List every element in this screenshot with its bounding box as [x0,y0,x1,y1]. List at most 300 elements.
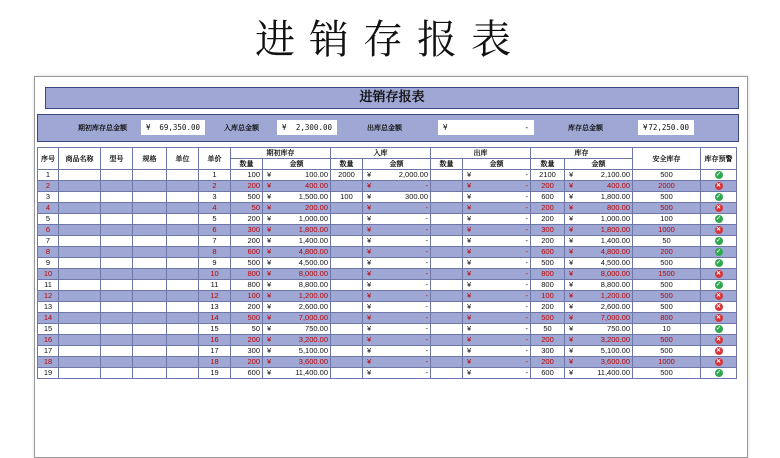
cell-warning [701,214,737,225]
cell-outbound-amount: ¥ - [463,302,531,313]
cross-circle-icon: ✕ [715,304,722,311]
cell-spec [133,170,167,181]
cell-inbound-amount: ¥ - [363,258,431,269]
cell-model [101,313,133,324]
header-inbound: 入库 [331,148,431,159]
cell-stock-amount: ¥ 2,600.00 [565,302,633,313]
cell-spec [133,335,167,346]
cell-safety-stock: 500 [633,346,701,357]
cell-stock-amount: ¥ 3,200.00 [565,335,633,346]
cell-unit [167,302,199,313]
cell-unit [167,368,199,379]
cell-model [101,203,133,214]
cell-outbound-qty [431,225,463,236]
cell-stock-amount: ¥ 1,200.00 [565,291,633,302]
cell-opening-qty: 200 [231,214,263,225]
cell-stock-qty: 300 [531,225,565,236]
cell-inbound-qty [331,313,363,324]
cell-safety-stock: 500 [633,291,701,302]
cell-name [59,192,101,203]
cell-warning [701,291,737,302]
cell-outbound-qty [431,203,463,214]
cell-spec [133,269,167,280]
table-row [38,291,737,302]
cell-outbound-qty [431,214,463,225]
cell-inbound-qty [331,258,363,269]
cell-model [101,368,133,379]
cell-stock-amount: ¥ 8,000.00 [565,269,633,280]
cell-opening-qty: 200 [231,236,263,247]
cell-opening-qty: 50 [231,203,263,214]
cell-model [101,302,133,313]
cell-inbound-amount: ¥ - [363,181,431,192]
cell-safety-stock: 500 [633,335,701,346]
cell-inbound-amount: ¥ - [363,214,431,225]
cell-stock-amount: ¥ 11,400.00 [565,368,633,379]
cross-circle-icon: ✕ [715,183,722,190]
cell-warning [701,302,737,313]
cell-opening-qty: 300 [231,346,263,357]
table-row [38,214,737,225]
header-unit: 单位 [167,148,199,170]
cell-stock-qty: 800 [531,280,565,291]
table-row [38,324,737,335]
cell-price: 13 [199,302,231,313]
cell-inbound-qty [331,324,363,335]
cell-price: 17 [199,346,231,357]
cell-seq: 8 [38,247,59,258]
cell-price: 15 [199,324,231,335]
cell-name [59,335,101,346]
cell-unit [167,181,199,192]
cell-unit [167,258,199,269]
cell-spec [133,247,167,258]
header-opening: 期初库存 [231,148,331,159]
cell-inbound-amount: ¥ - [363,313,431,324]
cross-circle-icon: ✕ [715,348,722,355]
cell-outbound-amount: ¥ - [463,203,531,214]
check-circle-icon: ✓ [715,238,722,245]
cell-opening-qty: 100 [231,291,263,302]
opening-total-field: ¥ 69,350.00 [141,120,205,135]
cell-price: 1 [199,170,231,181]
cell-unit [167,192,199,203]
cell-inbound-qty [331,247,363,258]
cell-stock-amount: ¥ 2,100.00 [565,170,633,181]
cell-seq: 12 [38,291,59,302]
cell-opening-qty: 300 [231,225,263,236]
cell-warning [701,357,737,368]
cell-inbound-amount: ¥ 300.00 [363,192,431,203]
cell-safety-stock: 500 [633,258,701,269]
cell-unit [167,324,199,335]
cell-safety-stock: 800 [633,313,701,324]
table-row [38,313,737,324]
cell-stock-qty: 800 [531,269,565,280]
cell-safety-stock: 50 [633,236,701,247]
cell-opening-amount: ¥ 400.00 [263,181,331,192]
check-circle-icon: ✓ [715,260,722,267]
cell-opening-qty: 200 [231,302,263,313]
cell-outbound-qty [431,313,463,324]
table-row [38,269,737,280]
cell-spec [133,214,167,225]
cross-circle-icon: ✕ [715,359,722,366]
cell-inbound-qty [331,357,363,368]
cell-stock-qty: 200 [531,302,565,313]
cell-stock-amount: ¥ 400.00 [565,181,633,192]
header-price: 单价 [199,148,231,170]
cell-model [101,357,133,368]
cell-inbound-amount: ¥ - [363,324,431,335]
cell-inbound-qty [331,291,363,302]
cell-stock-amount: ¥ 4,800.00 [565,247,633,258]
cell-price: 8 [199,247,231,258]
cell-warning [701,258,737,269]
cell-seq: 17 [38,346,59,357]
table-row [38,236,737,247]
cell-warning [701,203,737,214]
cell-outbound-amount: ¥ - [463,313,531,324]
cell-unit [167,203,199,214]
cell-spec [133,291,167,302]
cell-name [59,280,101,291]
cell-stock-qty: 100 [531,291,565,302]
cell-stock-amount: ¥ 1,400.00 [565,236,633,247]
cell-outbound-amount: ¥ - [463,170,531,181]
cell-inbound-amount: ¥ - [363,269,431,280]
cell-opening-amount: ¥ 200.00 [263,203,331,214]
cell-seq: 1 [38,170,59,181]
header-warning: 库存预警 [701,148,737,170]
cell-price: 14 [199,313,231,324]
cell-unit [167,357,199,368]
outbound-total-field: ¥ - [438,120,534,135]
cell-spec [133,346,167,357]
cell-inbound-qty [331,203,363,214]
cell-seq: 2 [38,181,59,192]
cell-model [101,236,133,247]
cell-safety-stock: 500 [633,280,701,291]
cell-name [59,368,101,379]
header-outbound-qty: 数量 [431,159,463,170]
cell-safety-stock: 500 [633,170,701,181]
table-row [38,346,737,357]
cell-opening-amount: ¥ 1,800.00 [263,225,331,236]
cell-price: 18 [199,357,231,368]
cell-price: 4 [199,203,231,214]
cell-opening-amount: ¥ 100.00 [263,170,331,181]
cell-name [59,203,101,214]
cell-outbound-amount: ¥ - [463,357,531,368]
cell-stock-qty: 200 [531,214,565,225]
cell-inbound-amount: ¥ - [363,280,431,291]
cell-stock-qty: 200 [531,203,565,214]
report-sheet [34,76,748,458]
cell-model [101,225,133,236]
cell-outbound-qty [431,192,463,203]
cell-inbound-amount: ¥ - [363,346,431,357]
cell-outbound-amount: ¥ - [463,269,531,280]
cell-seq: 10 [38,269,59,280]
cell-model [101,280,133,291]
cell-opening-amount: ¥ 1,000.00 [263,214,331,225]
cell-opening-amount: ¥ 7,000.00 [263,313,331,324]
cell-name [59,313,101,324]
cell-model [101,291,133,302]
cell-safety-stock: 1500 [633,269,701,280]
cell-seq: 18 [38,357,59,368]
table-row [38,258,737,269]
cell-outbound-qty [431,324,463,335]
cell-outbound-amount: ¥ - [463,247,531,258]
table-row [38,181,737,192]
cell-inbound-amount: ¥ - [363,291,431,302]
cell-unit [167,291,199,302]
cell-safety-stock: 1000 [633,357,701,368]
table-row [38,247,737,258]
cell-unit [167,236,199,247]
cell-inbound-qty [331,335,363,346]
cross-circle-icon: ✕ [715,293,722,300]
cross-circle-icon: ✕ [715,337,722,344]
cell-model [101,335,133,346]
cell-opening-amount: ¥ 5,100.00 [263,346,331,357]
outbound-total-label: 出库总金额 [367,124,402,132]
cell-inbound-amount: ¥ - [363,236,431,247]
cross-circle-icon: ✕ [715,315,722,322]
cell-model [101,258,133,269]
cell-outbound-amount: ¥ - [463,335,531,346]
cell-stock-qty: 200 [531,357,565,368]
cell-seq: 15 [38,324,59,335]
cell-name [59,302,101,313]
cell-inbound-qty [331,181,363,192]
header-safety: 安全库存 [633,148,701,170]
cell-inbound-qty: 2000 [331,170,363,181]
cell-model [101,324,133,335]
cell-stock-qty: 600 [531,192,565,203]
cell-opening-amount: ¥ 4,800.00 [263,247,331,258]
cell-outbound-amount: ¥ - [463,346,531,357]
cell-warning [701,225,737,236]
cell-name [59,225,101,236]
cell-outbound-amount: ¥ - [463,280,531,291]
header-outbound-amount: 金额 [463,159,531,170]
cell-outbound-amount: ¥ - [463,258,531,269]
cell-stock-qty: 200 [531,236,565,247]
cell-warning [701,335,737,346]
cell-spec [133,225,167,236]
cell-stock-amount: ¥ 8,800.00 [565,280,633,291]
header-opening-qty: 数量 [231,159,263,170]
cell-spec [133,302,167,313]
cell-outbound-qty [431,170,463,181]
cell-safety-stock: 500 [633,302,701,313]
cell-stock-amount: ¥ 1,000.00 [565,214,633,225]
cell-warning [701,247,737,258]
cell-inbound-amount: ¥ - [363,247,431,258]
cell-safety-stock: 100 [633,214,701,225]
cell-stock-qty: 200 [531,335,565,346]
cell-name [59,346,101,357]
cell-seq: 16 [38,335,59,346]
cell-opening-amount: ¥ 4,500.00 [263,258,331,269]
cell-stock-amount: ¥ 750.00 [565,324,633,335]
cell-inbound-amount: ¥ - [363,368,431,379]
cell-inbound-qty [331,236,363,247]
cell-inbound-amount: ¥ 2,000.00 [363,170,431,181]
header-spec: 规格 [133,148,167,170]
cell-stock-qty: 200 [531,181,565,192]
cell-opening-amount: ¥ 3,200.00 [263,335,331,346]
cell-inbound-qty [331,302,363,313]
cross-circle-icon: ✕ [715,271,722,278]
cell-stock-qty: 500 [531,258,565,269]
cell-name [59,357,101,368]
cell-outbound-qty [431,236,463,247]
cell-seq: 14 [38,313,59,324]
cell-opening-amount: ¥ 1,200.00 [263,291,331,302]
table-row [38,280,737,291]
cell-seq: 19 [38,368,59,379]
cell-price: 3 [199,192,231,203]
cell-outbound-qty [431,280,463,291]
cell-warning [701,192,737,203]
cell-spec [133,313,167,324]
cell-spec [133,280,167,291]
cross-circle-icon: ✕ [715,227,722,234]
cell-unit [167,335,199,346]
cell-warning [701,324,737,335]
cell-unit [167,269,199,280]
cell-spec [133,181,167,192]
cell-inbound-qty [331,269,363,280]
check-circle-icon: ✓ [715,370,722,377]
cell-outbound-qty [431,247,463,258]
cell-safety-stock: 500 [633,203,701,214]
cell-opening-amount: ¥ 2,600.00 [263,302,331,313]
header-stock-amount: 金额 [565,159,633,170]
cell-stock-qty: 50 [531,324,565,335]
cell-seq: 9 [38,258,59,269]
table-row [38,368,737,379]
cell-inbound-amount: ¥ - [363,335,431,346]
cell-outbound-qty [431,368,463,379]
cell-outbound-amount: ¥ - [463,324,531,335]
cell-spec [133,203,167,214]
cell-inbound-amount: ¥ - [363,225,431,236]
cell-opening-qty: 500 [231,313,263,324]
cell-safety-stock: 200 [633,247,701,258]
cell-price: 19 [199,368,231,379]
cell-name [59,324,101,335]
cell-name [59,269,101,280]
table-row [38,225,737,236]
cell-spec [133,357,167,368]
cell-price: 12 [199,291,231,302]
cell-safety-stock: 2000 [633,181,701,192]
check-circle-icon: ✓ [715,326,722,333]
cell-stock-qty: 600 [531,247,565,258]
cell-price: 5 [199,214,231,225]
cell-outbound-qty [431,335,463,346]
cell-model [101,247,133,258]
cell-unit [167,346,199,357]
cell-spec [133,192,167,203]
cell-safety-stock: 10 [633,324,701,335]
table-row [38,203,737,214]
cell-seq: 5 [38,214,59,225]
cell-outbound-amount: ¥ - [463,368,531,379]
cell-name [59,258,101,269]
cell-outbound-amount: ¥ - [463,236,531,247]
cell-opening-amount: ¥ 1,400.00 [263,236,331,247]
cell-stock-qty: 500 [531,313,565,324]
cell-outbound-amount: ¥ - [463,181,531,192]
cell-warning [701,236,737,247]
header-inbound-qty: 数量 [331,159,363,170]
check-circle-icon: ✓ [715,249,722,256]
cell-inbound-qty [331,368,363,379]
cell-warning [701,368,737,379]
check-circle-icon: ✓ [715,216,722,223]
cell-spec [133,258,167,269]
cell-model [101,346,133,357]
stock-total-label: 库存总金额 [568,124,603,132]
cell-outbound-qty [431,346,463,357]
cell-price: 2 [199,181,231,192]
cell-price: 10 [199,269,231,280]
cell-stock-amount: ¥ 4,500.00 [565,258,633,269]
cell-opening-amount: ¥ 8,000.00 [263,269,331,280]
inbound-total-field: ¥ 2,300.00 [277,120,337,135]
cell-warning [701,313,737,324]
cell-seq: 7 [38,236,59,247]
cell-opening-qty: 200 [231,335,263,346]
cell-opening-qty: 600 [231,247,263,258]
cell-opening-qty: 600 [231,368,263,379]
table-row [38,357,737,368]
table-row [38,170,737,181]
cell-opening-qty: 100 [231,170,263,181]
cell-inbound-qty [331,346,363,357]
cell-opening-qty: 200 [231,357,263,368]
cell-model [101,181,133,192]
cell-model [101,214,133,225]
cell-safety-stock: 500 [633,192,701,203]
cell-unit [167,170,199,181]
cell-warning [701,170,737,181]
cell-inbound-qty [331,225,363,236]
cell-unit [167,214,199,225]
cell-opening-qty: 800 [231,269,263,280]
cell-stock-amount: ¥ 5,100.00 [565,346,633,357]
cell-spec [133,236,167,247]
cell-outbound-qty [431,181,463,192]
cell-stock-qty: 600 [531,368,565,379]
cell-model [101,269,133,280]
table-row [38,302,737,313]
page-title: 进销存报表 [255,17,525,63]
cell-safety-stock: 500 [633,368,701,379]
cell-name [59,181,101,192]
cell-outbound-qty [431,357,463,368]
header-seq: 序号 [38,148,59,170]
header-opening-amount: 金额 [263,159,331,170]
cell-warning [701,269,737,280]
cell-stock-amount: ¥ 1,800.00 [565,192,633,203]
